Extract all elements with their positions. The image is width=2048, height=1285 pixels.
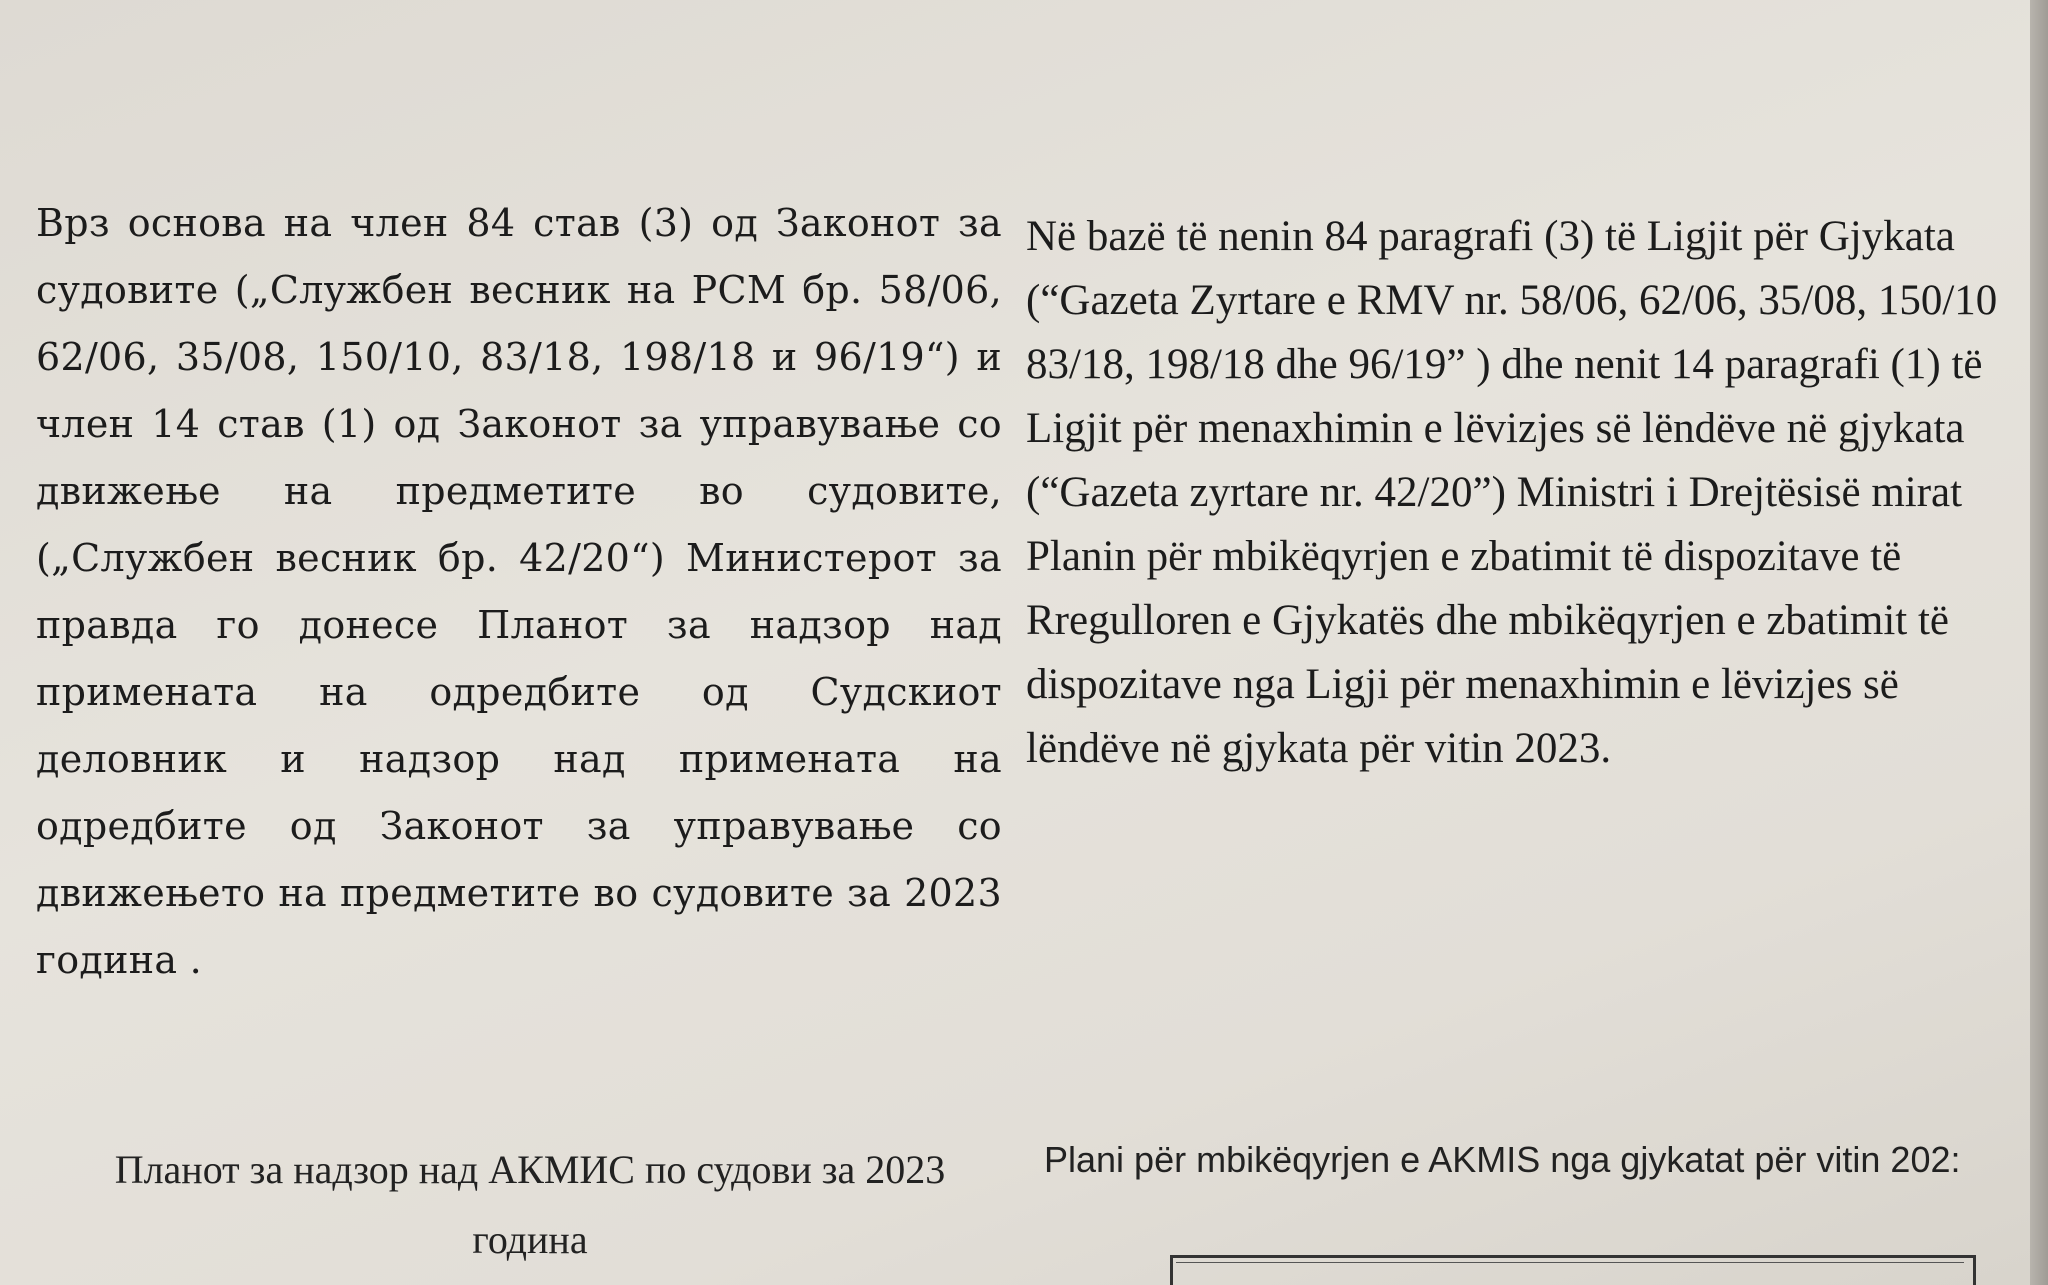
albanian-caption: Plani për mbikëqyrjen e AKMIS nga gjykatat për vitin 202: [1044,1139,1961,1180]
albanian-line: (“Gazeta zyrtare nr. 42/20”) Ministri i Drejtësisë mirat [1026,469,1963,516]
page-edge-shadow [2030,0,2048,1285]
albanian-line: (“Gazeta Zyrtare e RMV nr. 58/06, 62/06, 35/08, 150/10 [1026,277,1998,324]
albanian-line: lëndëve në gjykata për vitin 2023. [1026,725,1612,772]
albanian-paragraph [1026,205,2026,781]
albanian-line: Rregulloren e Gjykatës dhe mbikëqyrjen e zbatimit të [1026,597,1950,644]
albanian-line: Planin për mbikëqyrjen e zbatimit të dispozitave të [1026,533,1902,580]
albanian-line: dispozitave nga Ligji për menaxhimin e lëvizjes së [1026,661,1899,708]
table-inner-border [1176,1262,1964,1285]
albanian-line: Ligjit për menaxhimin e lëvizjes së lëndëve në gjykata [1026,405,1965,452]
albanian-line: 83/18, 198/18 dhe 96/19” ) dhe nenit 14 paragrafi (1) të [1026,341,1983,388]
macedonian-paragraph: Врз основа на член 84 став (3) од Законот за судовите („Службен весник на РСМ бр. 58/06, 62/06, 35/08, 150/10, 83/18, 198/18 и 96/19“) и член 14 став (1) од Законот за управување со движење на предметите во судовите, („Службен весник бр. 42/20“) Министерот за правда го донесе Планот за надзор над примената на одредбите од Судскиот деловник и надзор над примената на одредбите од Законот за управување со движењето на предметите во судовите за 2023 година . [36,201,1002,982]
albanian-line: Në bazë të nenin 84 paragrafi (3) të Ligjit për Gjykata [1026,213,1955,260]
macedonian-caption: Планот за надзор над АКМИС по судови за 2023 година [114,1147,946,1262]
